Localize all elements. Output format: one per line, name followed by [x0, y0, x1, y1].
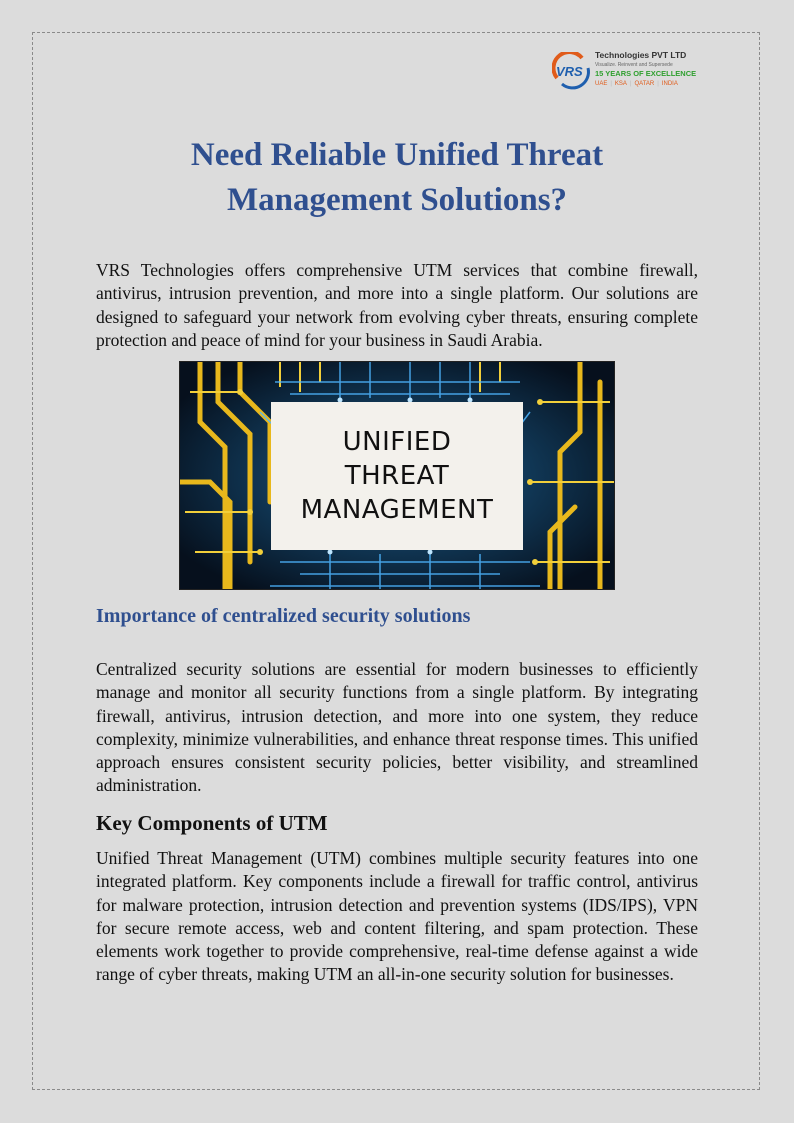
- logo-regions: UAE | KSA | QATAR | INDIA: [595, 81, 678, 87]
- logo-tagline: Visualize. Reinvent and Supersede: [595, 62, 673, 68]
- region-ksa: KSA: [614, 81, 627, 87]
- vrs-logo-icon: [552, 52, 592, 90]
- logo-years: 15 YEARS OF EXCELLENCE: [595, 69, 697, 78]
- section-body-utm-components: Unified Threat Management (UTM) combines multiple security features into one integrated platform. Key components include a firewall for traffic control, antivirus for malware protection, intrusion detection and prevention systems (IDS/IPS), VPN for secure remote access, web and content filtering, and spam protection. These elements work together to provide comprehensive, real-time defense against a wide range of cyber threats, making UTM an all-in-one security solution for businesses.: [96, 848, 698, 985]
- region-india: INDIA: [661, 81, 678, 87]
- hero-caption: UNIFIED THREAT MANAGEMENT: [300, 427, 494, 525]
- logo-company-name: Technologies PVT LTD: [595, 50, 687, 60]
- hero-image: [179, 361, 615, 590]
- intro-paragraph: VRS Technologies offers comprehensive UTM services that combine firewall, antivirus, intrusion prevention, and more into a single platform. Our solutions are designed to safeguard your network from evolving cyber threats, ensuring complete protection and peace of mind for your business in Saudi Arabia.: [96, 260, 698, 350]
- region-qatar: QATAR: [634, 81, 655, 87]
- company-logo: [552, 50, 712, 100]
- hero-caption-box: [271, 402, 523, 550]
- region-uae: UAE: [595, 81, 608, 87]
- section-heading-utm-components: Key Components of UTM: [96, 811, 328, 835]
- page-title: Need Reliable Unified Threat Management Solutions?: [190, 137, 604, 218]
- section-heading-centralized-security: Importance of centralized security solutions: [96, 605, 471, 627]
- logo-mark-text: VRS: [556, 64, 583, 79]
- section-body-centralized-security: Centralized security solutions are essential for modern businesses to efficiently manage and monitor all security functions from a single platform. By integrating firewall, antivirus, intrusion detection, and more into one system, they reduce complexity, minimize vulnerabilities, and enhance threat response times. This unified approach ensures consistent security policies, better visibility, and streamlined administration.: [96, 659, 698, 796]
